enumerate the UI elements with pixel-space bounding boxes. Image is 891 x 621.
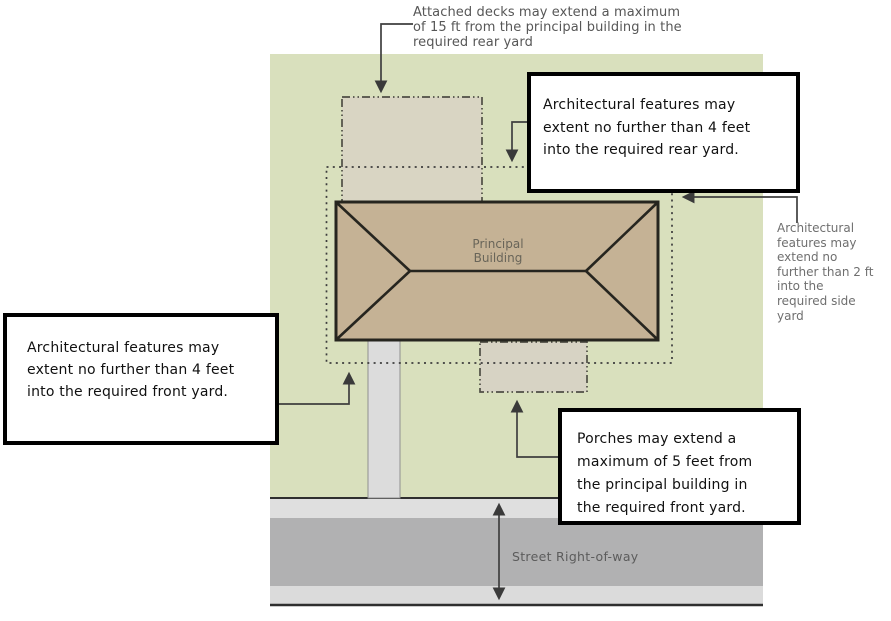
principal-building-label-line: Principal xyxy=(472,237,524,251)
front-porch xyxy=(480,342,587,392)
principal-building xyxy=(336,202,658,340)
rear-yard-callout-line: extent no further than 4 feet xyxy=(543,119,751,136)
street-right-of-way-label: Street Right-of-way xyxy=(512,549,639,564)
side-yard-note-line: into the xyxy=(777,279,824,294)
deck-note-line: of 15 ft from the principal building in the xyxy=(413,20,682,35)
front-yard-callout-line: extent no further than 4 feet xyxy=(27,362,235,378)
porch-callout-line: the required front yard. xyxy=(577,500,746,516)
rear-yard-callout-line: into the required rear yard. xyxy=(543,142,739,158)
side-yard-note-line: Architectural xyxy=(777,221,855,235)
porch-callout-line: Porches may extend a xyxy=(577,431,737,447)
front-yard-callout xyxy=(3,313,279,445)
verge-band xyxy=(270,586,763,605)
front-yard-callout-line: into the required front yard. xyxy=(27,384,229,400)
deck-note-line: required rear yard xyxy=(413,35,533,50)
driveway xyxy=(368,340,400,498)
porch-callout-line: maximum of 5 feet from xyxy=(577,454,753,470)
deck-note-line: Attached decks may extend a maximum xyxy=(413,5,681,20)
attached-deck xyxy=(342,97,482,202)
porch-callout xyxy=(558,408,801,525)
deck-note xyxy=(413,5,682,50)
side-yard-note-line: required side xyxy=(777,293,856,308)
porch-callout-line: the principal building in xyxy=(577,477,748,493)
side-yard-note xyxy=(777,221,873,323)
front-yard-callout-line: Architectural features may xyxy=(27,340,220,356)
principal-building-label-line: Building xyxy=(473,250,523,265)
side-yard-note-line: further than 2 ft xyxy=(777,264,874,279)
side-yard-note-line: yard xyxy=(777,308,804,323)
rear-yard-callout-line: Architectural features may xyxy=(543,97,736,113)
principal-building-label xyxy=(438,238,558,265)
rear-yard-callout xyxy=(527,72,800,193)
side-yard-note-line: features may xyxy=(777,235,857,250)
side-yard-note-line: extend no xyxy=(777,250,838,265)
